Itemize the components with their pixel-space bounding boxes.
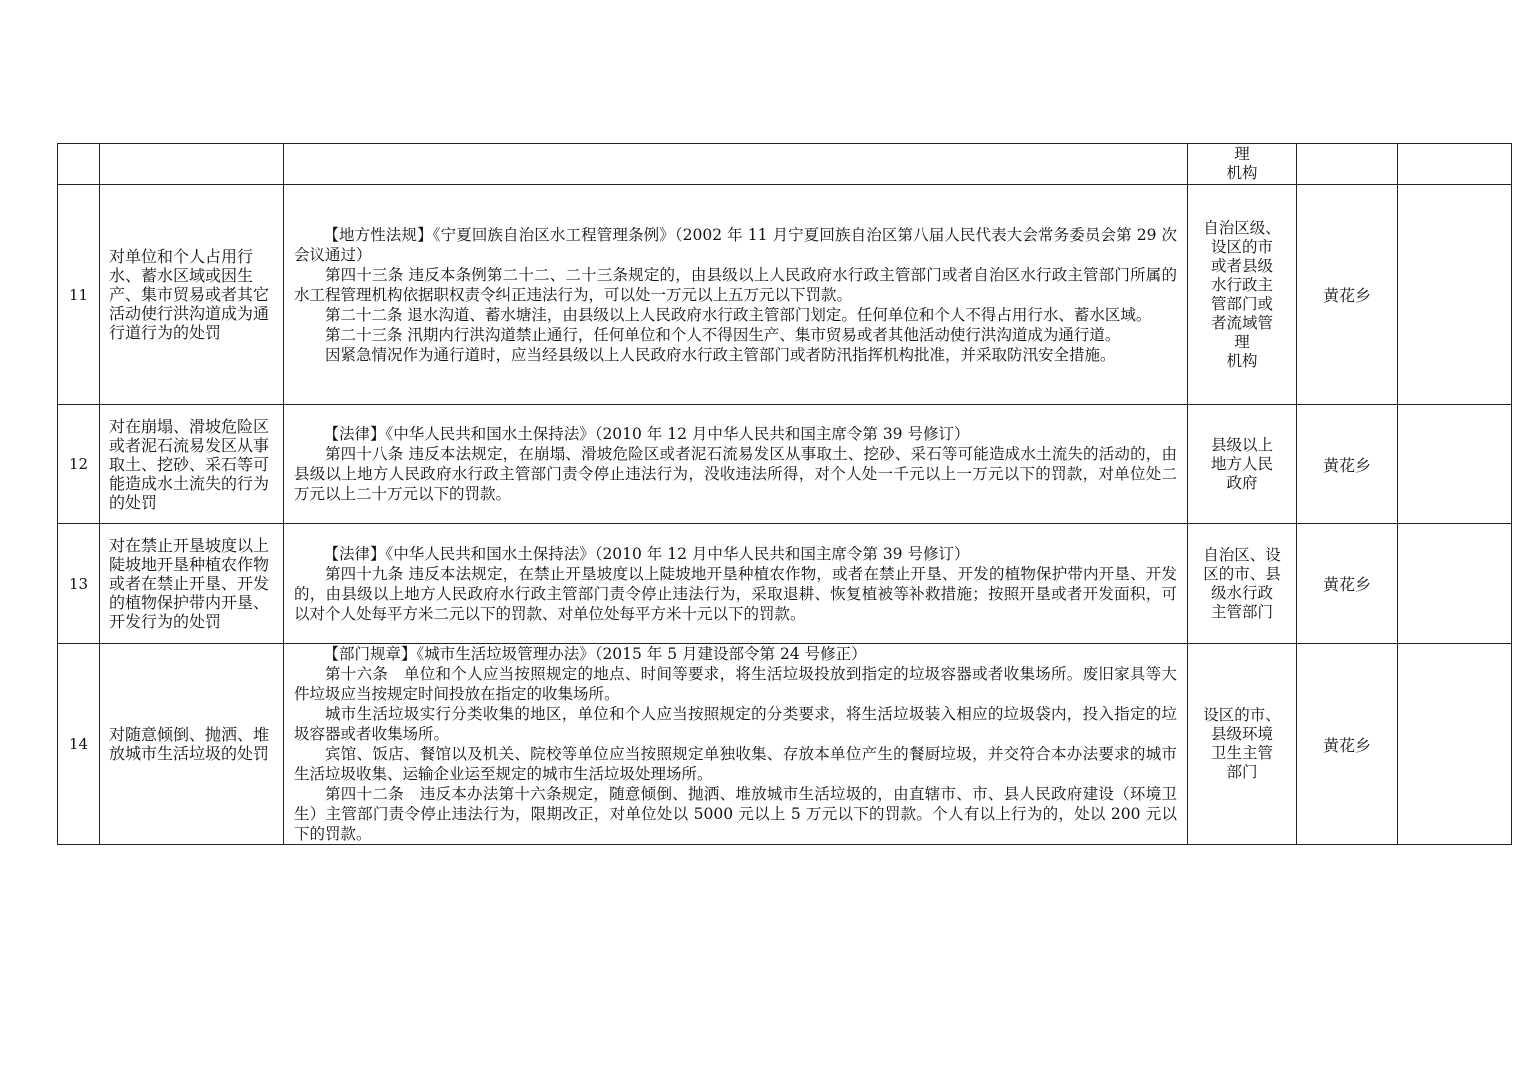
enforcement-body-line: 区的市、县 (1203, 564, 1281, 583)
table-row (58, 405, 1512, 524)
enforcement-body-line: 管部门或 (1210, 294, 1273, 313)
basis-article: 第四十三条 违反本条例第二十二、二十三条规定的，由县级以上人民政府水行政主管部门或者自治区水行政主管部门所属的水工程管理机构依据职权责令纠正违法行为，可以处一万元以上五万元以下罚款。 (294, 265, 1177, 304)
row-number: 14 (58, 644, 100, 845)
enforcement-body-line: 政府 (1226, 473, 1258, 492)
basis-article: 第二十二条 退水沟道、蓄水塘洼，由县级以上人民政府水行政主管部门划定。任何单位和个人不得占用行水、蓄水区域。 (325, 305, 1152, 324)
enforcement-body-line: 卫生主管 (1210, 744, 1273, 762)
basis-article: 第四十九条 违反本法规定，在禁止开垦坡度以上陡坡地开垦种植农作物，或者在禁止开垦、开发的植物保护带内开垦、开发的，由县级以上地方人民政府水行政主管部门责令停止违法行为，采取退耕、恢复植被等补救措施；按照开垦或者开发面积，可以对个人处每平方米二元以下的罚款、对单位处每平方米十元以下的罚款。 (294, 564, 1177, 623)
row-number: 13 (58, 524, 100, 644)
enforcement-body (1188, 405, 1297, 524)
enforcement-body-cell (1188, 144, 1297, 185)
legal-basis-cell (284, 144, 1188, 185)
enforcement-body-line: 或者县级 (1210, 256, 1273, 275)
legal-basis (284, 185, 1188, 405)
executing-unit-cell (1297, 144, 1398, 185)
enforcement-body-line: 县级以上 (1210, 435, 1273, 454)
legal-basis (284, 524, 1188, 644)
basis-article: 第四十二条 违反本办法第十六条规定，随意倾倒、抛洒、堆放城市生活垃圾的，由直辖市、市、县人民政府建设（环境卫生）主管部门责令停止违法行为，限期改正，对单位处以 5000 元以上 5 万元以下的罚款。个人有以上行为的，处以 200 元以下的罚款。 (294, 785, 1177, 843)
executing-unit: 黄花乡 (1297, 644, 1398, 845)
enforcement-body (1188, 644, 1297, 845)
basis-source: 【法律】《中华人民共和国水土保持法》（2010 年 12 月中华人民共和国主席令第 39 号修订） (323, 544, 970, 563)
enforcement-body-line: 水行政主 (1210, 275, 1273, 294)
enforcement-body-line: 部门 (1226, 763, 1258, 781)
executing-unit: 黄花乡 (1297, 185, 1398, 405)
basis-article: 第四十八条 违反本法规定，在崩塌、滑坡危险区或者泥石流易发区从事取土、挖砂、采石等可能造成水土流失的活动的，由县级以上地方人民政府水行政主管部门责令停止违法行为，没收违法所得，对个人处一千元以上一万元以下的罚款，对单位处二万元以上二十万元以下的罚款。 (294, 445, 1177, 503)
legal-basis (284, 405, 1188, 524)
enforcement-body-line: 县级环境 (1210, 725, 1273, 743)
penalty-title: 对随意倾倒、抛洒、堆放城市生活垃圾的处罚 (100, 644, 284, 845)
enforcement-body-line: 理 (1234, 145, 1250, 163)
basis-article: 城市生活垃圾实行分类收集的地区，单位和个人应当按照规定的分类要求，将生活垃圾装入相应的垃圾袋内，投入指定的垃圾容器或者收集场所。 (294, 705, 1177, 743)
executing-unit: 黄花乡 (1297, 405, 1398, 524)
basis-article: 因紧急情况作为通行道时，应当经县级以上人民政府水行政主管部门或者防汛指挥机构批准，并采取防汛安全措施。 (325, 345, 1116, 364)
basis-source: 【法律】《中华人民共和国水土保持法》（2010 年 12 月中华人民共和国主席令第 39 号修订） (323, 425, 970, 443)
row-number: 12 (58, 405, 100, 524)
remarks-cell (1398, 524, 1512, 644)
penalty-title: 对单位和个人占用行水、蓄水区域或因生产、集市贸易或者其它活动使行洪沟道成为通行道行为的处罚 (100, 185, 284, 405)
enforcement-body-line: 理 (1234, 332, 1250, 351)
enforcement-body-line: 级水行政 (1210, 583, 1273, 602)
remarks-cell (1398, 144, 1512, 185)
basis-article: 第二十三条 汛期内行洪沟道禁止通行，任何单位和个人不得因生产、集市贸易或者其他活动使行洪沟道成为通行道。 (325, 325, 1121, 344)
enforcement-body-line: 自治区、设 (1203, 545, 1281, 564)
basis-source: 【部门规章】《城市生活垃圾管理办法》（2015 年 5 月建设部令第 24 号修正） (323, 645, 867, 663)
penalty-title: 对在禁止开垦坡度以上陡坡地开垦种植农作物或者在禁止开垦、开发的植物保护带内开垦、开发行为的处罚 (100, 524, 284, 644)
executing-unit: 黄花乡 (1297, 524, 1398, 644)
enforcement-body (1188, 524, 1297, 644)
remarks-cell (1398, 185, 1512, 405)
penalty-table (57, 143, 1512, 845)
basis-article: 宾馆、饭店、餐馆以及机关、院校等单位应当按照规定单独收集、存放本单位产生的餐厨垃圾，并交符合本办法要求的城市生活垃圾收集、运输企业运至规定的城市生活垃圾处理场所。 (294, 745, 1177, 783)
enforcement-body-line: 机构 (1226, 351, 1258, 370)
enforcement-body-line: 者流域管 (1210, 313, 1273, 332)
enforcement-body (1188, 185, 1297, 405)
table-row (58, 524, 1512, 644)
row-number-cell (58, 144, 100, 185)
enforcement-body-line: 地方人民 (1210, 454, 1273, 473)
table-row (58, 185, 1512, 405)
enforcement-body-line: 设区的市 (1210, 237, 1273, 256)
table-row (58, 144, 1512, 185)
basis-article: 第十六条 单位和个人应当按照规定的地点、时间等要求，将生活垃圾投放到指定的垃圾容器或者收集场所。废旧家具等大件垃圾应当按规定时间投放在指定的收集场所。 (294, 665, 1177, 703)
row-number: 11 (58, 185, 100, 405)
remarks-cell (1398, 405, 1512, 524)
penalty-title-cell (100, 144, 284, 185)
penalty-title: 对在崩塌、滑坡危险区或者泥石流易发区从事取土、挖砂、采石等可能造成水土流失的行为的处罚 (100, 405, 284, 524)
table-row (58, 644, 1512, 845)
basis-source: 【地方性法规】《宁夏回族自治区水工程管理条例》（2002 年 11 月宁夏回族自治区第八届人民代表大会常务委员会第 29 次会议通过） (294, 225, 1177, 264)
enforcement-body-line: 主管部门 (1210, 602, 1273, 621)
enforcement-body-line: 设区的市、 (1203, 706, 1281, 724)
remarks-cell (1398, 644, 1512, 845)
enforcement-body-line: 自治区级、 (1203, 218, 1281, 237)
enforcement-body-line: 机构 (1226, 164, 1258, 182)
legal-basis (284, 644, 1188, 845)
